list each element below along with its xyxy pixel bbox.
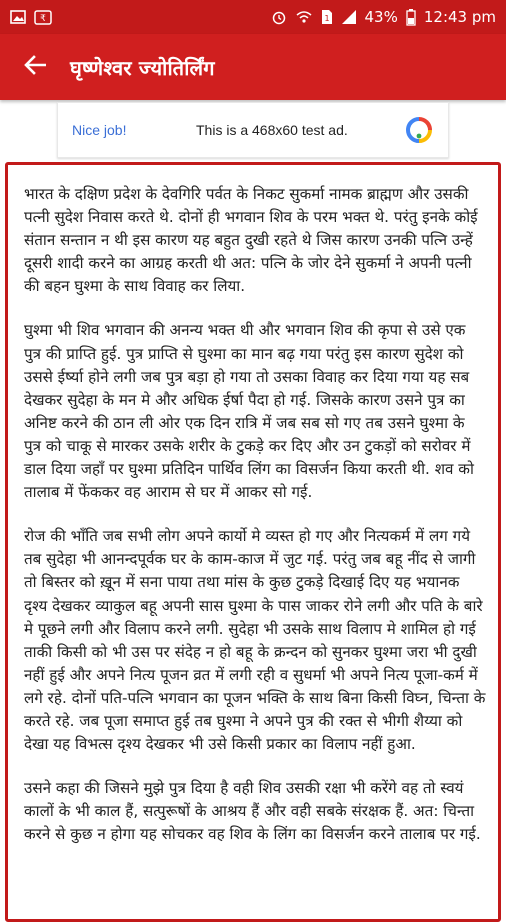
story-paragraph-2: घुश्मा भी शिव भगवान की अनन्य भक्त थी और भगवान शिव की कृपा से उसे एक पुत्र की प्राप्ति हुई. पुत्र प्राप्ति से घुश्मा का मान बढ़ गया परंतु इस कारण सुदेश को उससे ईर्ष्या होने लगी जब पुत्र बड़ा हो गया तो उसका विवाह कर दिया गया यह सब देखकर सुदेहा के मन मे और अधिक ईर्षा पैदा हो गई. जिसके कारण उसने पुत्र का अनिष्ट करने की ठान ली ओर एक दिन रात्रि में जब सब सो गए तब उसने घुश्मा के पुत्र को चाकू से मारकर उसके शरीर के टुकड़े कर दिए और उन टुकड़ों को सरोवर में डाल दिया जहाँ पर घुश्मा प्रतिदिन पार्थिव लिंग का विसर्जन किया करती थी. शव को तालाब में फेंककर वह आराम से घर में आकर सो गई.: [24, 321, 474, 502]
wifi-calling-icon: [295, 9, 313, 25]
status-bar: [0, 0, 506, 34]
sim-icon: [321, 9, 333, 25]
story-paragraph-1: भारत के दक्षिण प्रदेश के देवगिरि पर्वत के निकट सुकर्मा नामक ब्राह्मण और उसकी पत्नी सुदेश निवास करते थे. दोनों ही भगवान शिव के परम भक्त थे. परंतु इनके कोई संतान सन्तान न थी इस कारण यह बहुत दुखी रहते थे जिस कारण उनकी पत्नि उन्हें दूसरी शादी करने का आग्रह करती थी अत: पत्नि के जोर देने सुकर्मा ने अपनी पत्नी की बहन घुश्मा के साथ विवाह कर लिया.: [24, 185, 478, 296]
back-button[interactable]: [0, 34, 70, 100]
gallery-icon: [10, 10, 26, 24]
story-content[interactable]: [5, 162, 501, 922]
alarm-icon: [271, 9, 287, 25]
app-bar: [0, 34, 506, 100]
status-bar-right: [271, 8, 496, 26]
ad-description-text: This is a 468x60 test ad.: [196, 122, 348, 138]
signal-icon: [341, 9, 357, 25]
story-paragraph-3: रोज की भाँति जब सभी लोग अपने कार्यो मे व्यस्त हो गए और नित्यकर्म में लग गये तब सुदेहा भी आनन्दपूर्वक घर के काम-काज में जुट गई. परंतु जब बहू नींद से जागी तो बिस्तर को ख़ून में सना पाया तथा मांस के कुछ टुकड़े दिखाई दिए यह भयानक दृश्य देखकर व्याकुल बहू अपनी सास घुश्मा के पास जाकर रोने लगी और पति के बारे मे पूछने लगी और विलाप करने लगी. सुदेहा भी उसके साथ विलाप मे शामिल हो गई ताकी किसी को भी उस पर संदेह न हो बहू के क्रन्दन को सुनकर घुश्मा जरा भी दुखी नहीं हुई और अपने नित्य पूजन व्रत में लगी रही व सुधर्मा भी अपने नित्य पूजा-कर्म में लगे रहे. दोनों पति-पत्नि भगवान का पूजन भक्ति के साथ बिना किसी विघ्न, चिन्ता के करते रहे. जब पूजा समाप्त हुई तब घुश्मा ने अपने पुत्र की रक्त से भीगी शैय्या को देखा यह विभत्स दृश्य देखकर भी उसे किसी प्रकार का विलाप नहीं हुआ.: [24, 527, 486, 754]
rupee-icon: [34, 10, 52, 25]
ad-logo-icon: [404, 115, 434, 145]
story-paragraph-4: उसने कहा की जिसने मुझे पुत्र दिया है वही शिव उसकी रक्षा भी करेंगे वह तो स्वयं कालों के भी काल हैं, सत्पुरूषों के आश्रय हैं और वही सबके संरक्षक हैं. अत: चिन्ता करने से कुछ न होगा यह सोचकर वह शिव के लिंग का विसर्जन करने तालाब पर गई.: [24, 779, 481, 844]
battery-percent: 43%: [364, 8, 398, 26]
clock: 12:43 pm: [423, 8, 496, 26]
arrow-left-icon: [24, 55, 46, 79]
battery-icon: [406, 9, 416, 26]
test-ad-banner[interactable]: [57, 102, 449, 158]
svg-text:1: 1: [323, 14, 330, 23]
svg-text:₹: ₹: [40, 13, 46, 24]
status-bar-left: [10, 10, 52, 25]
ad-nice-job-text: Nice job!: [72, 122, 127, 138]
page-title: घृष्णेश्वर ज्योतिर्लिंग: [70, 55, 215, 80]
